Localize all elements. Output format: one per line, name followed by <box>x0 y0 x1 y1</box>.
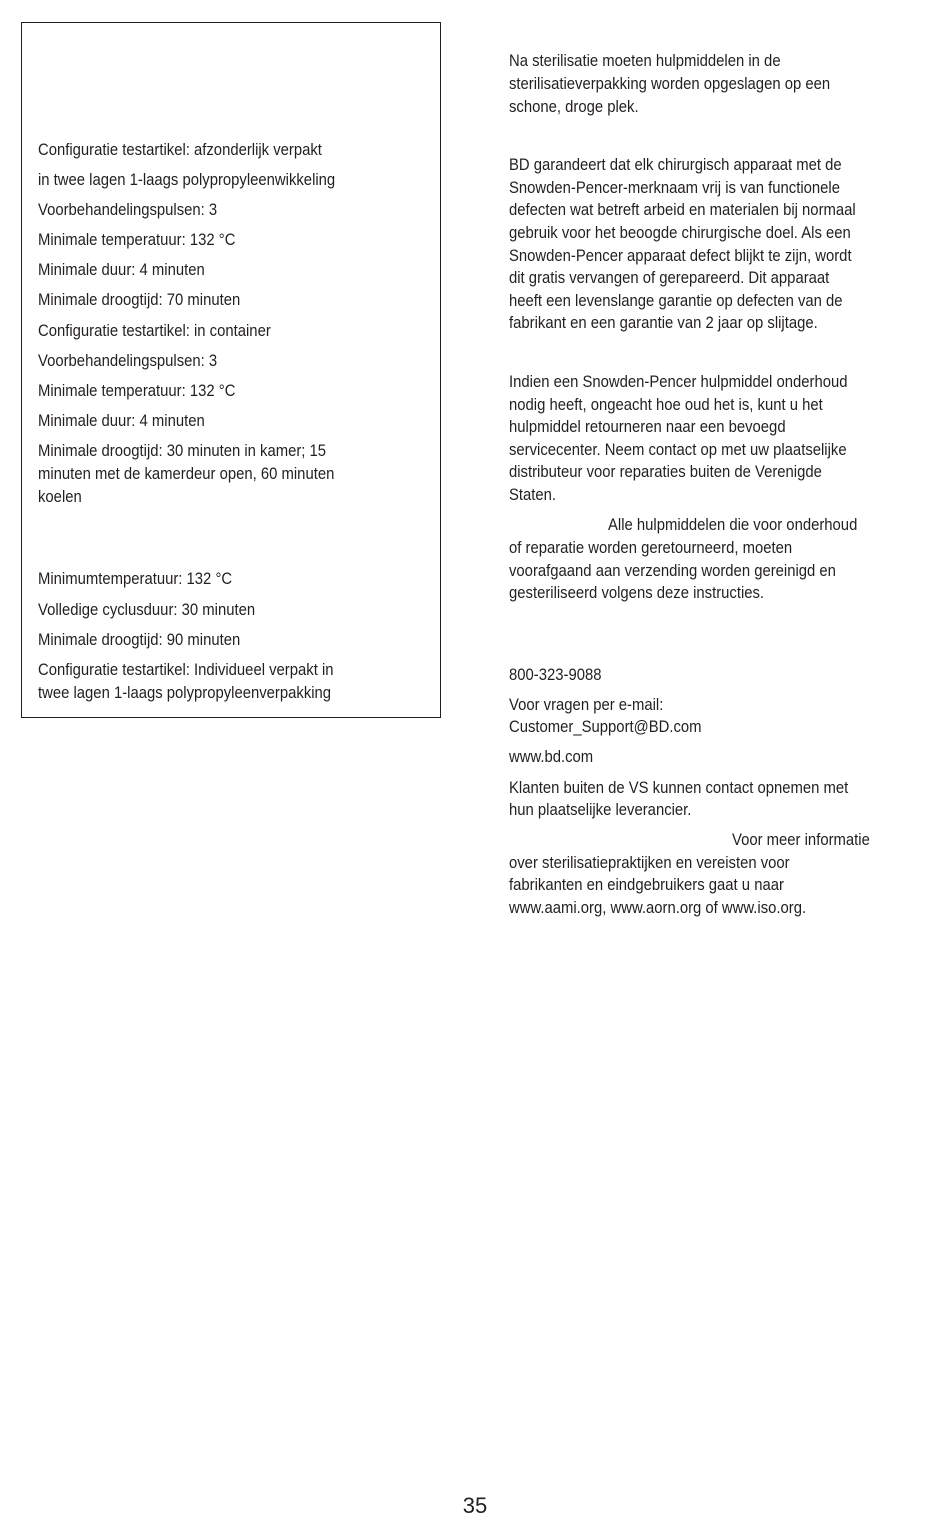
box-line: Minimumtemperatuur: 132 °C <box>38 570 233 588</box>
repair-text: Staten. <box>509 486 557 504</box>
box-line: Minimale droogtijd: 70 minuten <box>38 291 241 309</box>
more-info-text: fabrikanten en eindgebruikers gaat u naar <box>509 876 784 894</box>
warranty-text: defecten wat betreft arbeid en materialen bij normaal <box>509 201 856 219</box>
box-line: Volledige cyclusduur: 30 minuten <box>38 601 256 619</box>
more-info-text: www.aami.org, www.aorn.org of www.iso.org. <box>509 899 807 917</box>
box-line: minuten met de kamerdeur open, 60 minuten <box>38 465 335 483</box>
note-text: of reparatie worden geretourneerd, moeten <box>509 539 793 557</box>
outside-us-text: hun plaatselijke leverancier. <box>509 801 692 819</box>
storage-text: sterilisatieverpakking worden opgeslagen op een <box>509 75 831 93</box>
box-line: Configuratie testartikel: in container <box>38 322 271 340</box>
email-address: Customer_Support@BD.com <box>509 718 702 736</box>
storage-text: Na sterilisatie moeten hulpmiddelen in de <box>509 52 781 70</box>
repair-text: hulpmiddel retourneren naar een bevoegd <box>509 418 786 436</box>
warranty-text: Snowden-Pencer-merknaam vrij is van functionele <box>509 179 840 197</box>
warranty-text: Snowden-Pencer apparaat defect blijkt te zijn, wordt <box>509 247 852 265</box>
box-line: Minimale temperatuur: 132 °C <box>38 382 236 400</box>
page-number: 35 <box>462 1493 488 1518</box>
box-line: Voorbehandelingspulsen: 3 <box>38 201 218 219</box>
box-line: Minimale duur: 4 minuten <box>38 261 205 279</box>
outside-us-text: Klanten buiten de VS kunnen contact opnemen met <box>509 779 849 797</box>
box-line: Minimale droogtijd: 30 minuten in kamer; 15 <box>38 442 327 460</box>
warranty-text: BD garandeert dat elk chirurgisch apparaat met de <box>509 156 842 174</box>
repair-text: servicecenter. Neem contact op met uw plaatselijke <box>509 441 847 459</box>
email-label: Voor vragen per e-mail: <box>509 696 664 714</box>
box-line: Minimale temperatuur: 132 °C <box>38 231 236 249</box>
box-line: in twee lagen 1-laags polypropyleenwikkeling <box>38 171 336 189</box>
note-text: gesteriliseerd volgens deze instructies. <box>509 584 765 602</box>
note-text: Alle hulpmiddelen die voor onderhoud <box>608 516 858 534</box>
warranty-text: dit gratis vervangen of gerepareerd. Dit apparaat <box>509 269 830 287</box>
warranty-text: heeft een levenslange garantie op defecten van de <box>509 292 843 310</box>
box-line: Voorbehandelingspulsen: 3 <box>38 352 218 370</box>
more-info-text: over sterilisatiepraktijken en vereisten voor <box>509 854 790 872</box>
box-line: koelen <box>38 488 82 506</box>
storage-text: schone, droge plek. <box>509 98 639 116</box>
more-info-text: Voor meer informatie <box>732 831 870 849</box>
box-line: Minimale duur: 4 minuten <box>38 412 205 430</box>
box-line: Minimale droogtijd: 90 minuten <box>38 631 241 649</box>
box-line: Configuratie testartikel: Individueel verpakt in <box>38 661 334 679</box>
repair-text: nodig heeft, ongeacht hoe oud het is, kunt u het <box>509 396 823 414</box>
phone-number: 800-323-9088 <box>509 666 602 684</box>
warranty-text: fabrikant en een garantie van 2 jaar op slijtage. <box>509 314 818 332</box>
box-line: Configuratie testartikel: afzonderlijk verpakt <box>38 141 322 159</box>
box-line: twee lagen 1-laags polypropyleenverpakking <box>38 684 332 702</box>
note-text: voorafgaand aan verzending worden gereinigd en <box>509 562 836 580</box>
warranty-text: gebruik voor het beoogde chirurgische doel. Als een <box>509 224 851 242</box>
repair-text: distributeur voor reparaties buiten de Verenigde <box>509 463 822 481</box>
website-link: www.bd.com <box>509 748 594 766</box>
repair-text: Indien een Snowden-Pencer hulpmiddel onderhoud <box>509 373 848 391</box>
